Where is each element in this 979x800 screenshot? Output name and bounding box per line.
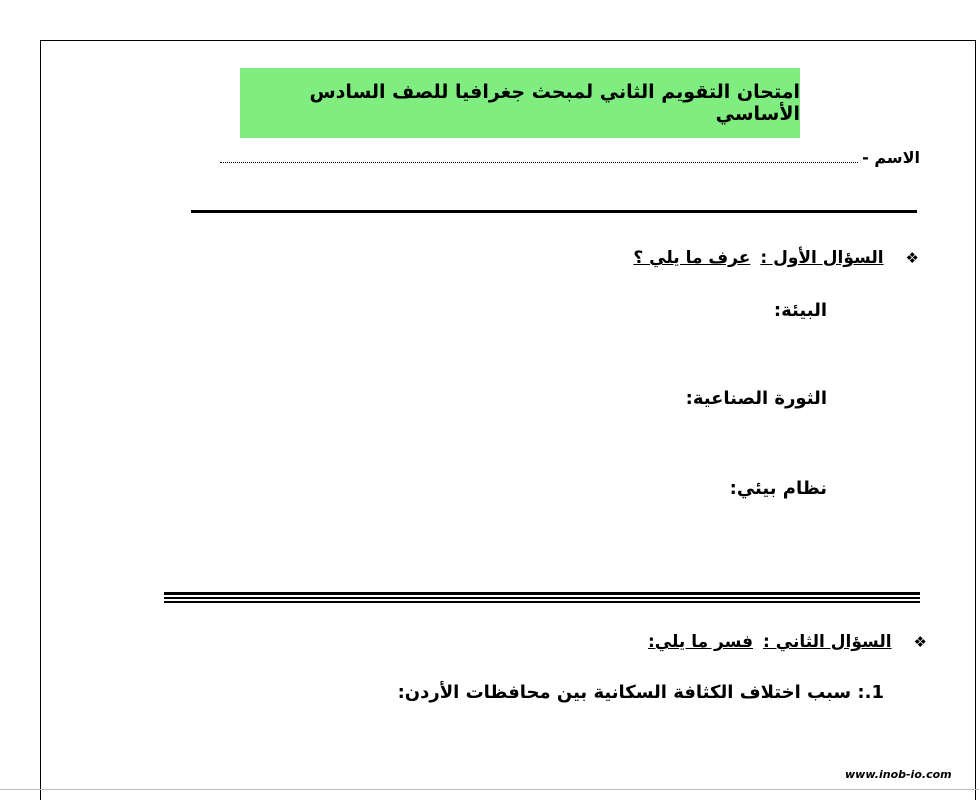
question2-item: [398, 682, 884, 703]
bottom-divider: [0, 789, 979, 790]
name-field-row: [220, 145, 920, 167]
footer-url: www.inob-io.com: [845, 768, 952, 781]
name-dotted-line: [220, 161, 858, 163]
diamond-bullet-icon: ❖: [913, 633, 927, 651]
question1-instruction: عرف ما يلي ؟: [633, 248, 751, 268]
exam-title: امتحان التقويم الثاني لمبحث جغرافيا للصف السادس الأساسي: [309, 81, 800, 125]
item-text: سبب اختلاف الكثافة السكانية بين محافظات الأردن:: [397, 682, 852, 703]
exam-title-box: [240, 68, 800, 138]
term-ecosystem: نظام بيئي:: [729, 478, 827, 499]
question2-label: السؤال الثاني :: [763, 632, 892, 652]
header-divider: [191, 210, 917, 213]
diamond-bullet-icon: ❖: [905, 249, 919, 267]
section-divider: [164, 592, 920, 604]
term-industrial-revolution: الثورة الصناعية:: [685, 388, 827, 409]
question1-label: السؤال الأول :: [760, 248, 884, 268]
term-environment: البيئة:: [773, 300, 827, 321]
item-number: 1.:: [857, 682, 884, 703]
question2-heading: [648, 632, 927, 652]
question2-instruction: فسر ما يلي:: [647, 632, 754, 652]
name-label: الاسم -: [862, 148, 920, 167]
question1-heading: [633, 248, 919, 268]
